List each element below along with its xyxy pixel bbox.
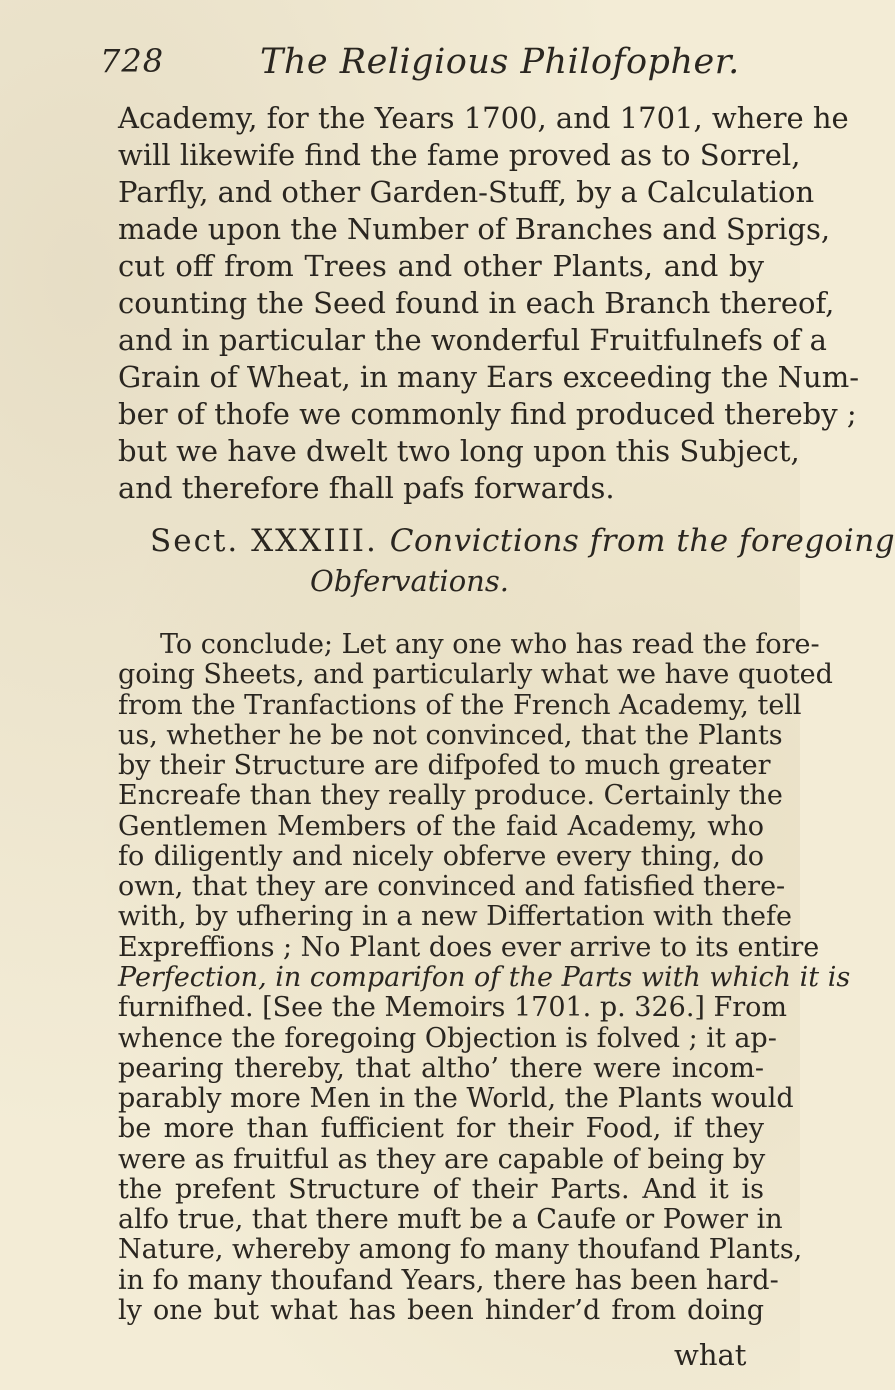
text-line: were as fruitful as they are capable of being by xyxy=(118,1144,766,1175)
text-line: To conclude; Let any one who has read the fore- xyxy=(160,629,820,660)
text-line: whence the foregoing Objection is folved ; it ap- xyxy=(118,1023,777,1054)
text-line: pearing thereby, that altho’ there were incom- xyxy=(118,1053,764,1084)
text-line: Encreafe than they really produce. Certainly the xyxy=(118,780,783,811)
text-line: Parfly, and other Garden-Stuff, by a Calculation xyxy=(118,175,815,209)
text-line: will likewife find the fame proved as to Sorrel, xyxy=(118,138,801,172)
text-line: fo diligently and nicely obferve every thing, do xyxy=(118,841,764,872)
text-line: Expreffions ; No Plant does ever arrive to its entire xyxy=(118,932,820,963)
text-line: Academy, for the Years 1700, and 1701, where he xyxy=(118,101,849,135)
text-line: own, that they are convinced and fatisfied there- xyxy=(118,871,786,902)
section-label: Sect. XXXIII. xyxy=(150,523,378,559)
text-line: from the Tranfactions of the French Academy, tell xyxy=(118,690,802,721)
section-heading xyxy=(150,523,895,559)
text-line: and in particular the wonderful Fruitfulnefs of a xyxy=(118,323,827,357)
text-line: furnifhed. [See the Memoirs 1701. p. 326.] From xyxy=(118,992,788,1023)
text-line: Gentlemen Members of the faid Academy, who xyxy=(118,811,764,842)
text-line: the prefent Structure of their Parts. And it is xyxy=(118,1174,764,1205)
text-line: with, by ufhering in a new Differtation with thefe xyxy=(118,901,792,932)
text-line: ly one but what has been hinder’d from doing xyxy=(118,1295,764,1326)
text-line: counting the Seed found in each Branch thereof, xyxy=(118,286,835,320)
catchword: what xyxy=(674,1338,747,1372)
text-line: by their Structure are difpofed to much greater xyxy=(118,750,771,781)
text-line: parably more Men in the World, the Plants would xyxy=(118,1083,794,1114)
section-title-continued: Obfervations. xyxy=(310,564,509,598)
text-line: Nature, whereby among fo many thoufand Plants, xyxy=(118,1234,803,1265)
page-header xyxy=(100,42,780,88)
text-line: ber of thofe we commonly find produced thereby ; xyxy=(118,397,857,431)
text-line: going Sheets, and particularly what we have quoted xyxy=(118,659,833,690)
text-line: Grain of Wheat, in many Ears exceeding the Num- xyxy=(118,360,860,394)
text-line: cut off from Trees and other Plants, and by xyxy=(118,249,764,283)
text-line: Perfection, in comparifon of the Parts with which it is xyxy=(118,962,851,993)
text-line: be more than fufficient for their Food, if they xyxy=(118,1113,764,1144)
text-line: us, whether he be not convinced, that the Plants xyxy=(118,720,783,751)
text-line: but we have dwelt two long upon this Subject, xyxy=(118,434,800,468)
text-line: and therefore fhall pafs forwards. xyxy=(118,471,615,505)
section-title: Convictions from the foregoing xyxy=(389,523,895,559)
text-line: made upon the Number of Branches and Sprigs, xyxy=(118,212,831,246)
text-line: alfo true, that there muft be a Caufe or Power in xyxy=(118,1204,783,1235)
running-head: The Religious Philofopher. xyxy=(260,42,740,82)
page-number: 728 xyxy=(100,42,165,80)
text-line: in fo many thoufand Years, there has been hard- xyxy=(118,1265,779,1296)
